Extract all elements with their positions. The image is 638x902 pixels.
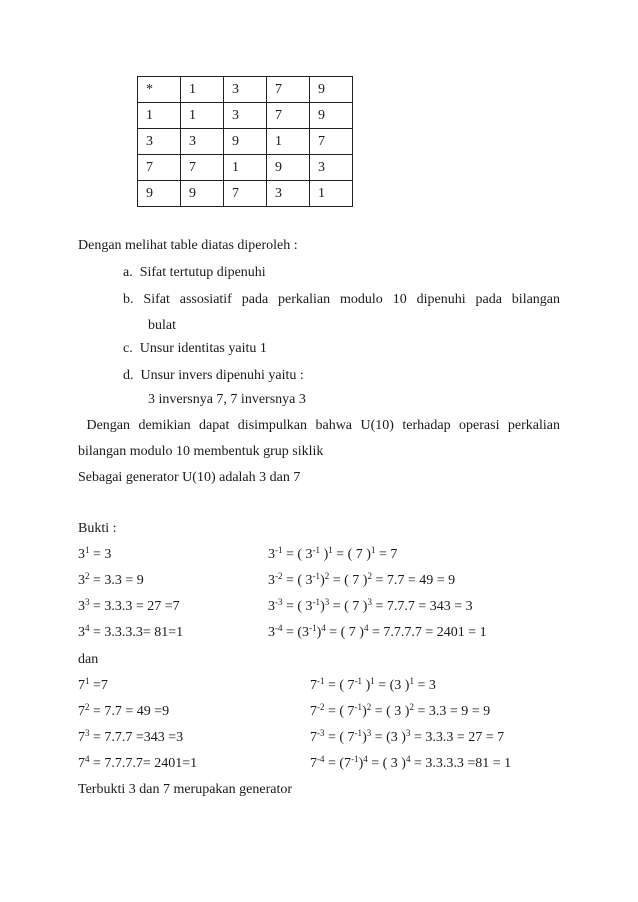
- expression-text: = ( 7: [324, 704, 355, 719]
- exponent: 2: [85, 702, 90, 712]
- exponent: 3: [405, 728, 411, 738]
- exponent: 4: [405, 754, 411, 764]
- generator-statement: Sebagai generator U(10) adalah 3 dan 7: [78, 470, 301, 485]
- expression-text: = 3.3.3 = 27 =7: [89, 599, 180, 614]
- table-cell: 3: [181, 129, 224, 155]
- dan-text: dan: [78, 652, 99, 667]
- expression-text: 3: [268, 625, 275, 640]
- table-cell: 7: [138, 155, 181, 181]
- expression-text: = 3.3.3.3 =81 = 1: [410, 756, 512, 771]
- exponent: 1: [370, 545, 376, 555]
- list-marker: a.: [123, 265, 133, 280]
- proof-line: [268, 547, 397, 563]
- exponent: 1: [328, 545, 333, 555]
- table-cell: 3: [224, 77, 267, 103]
- exponent: 3: [85, 728, 90, 738]
- expression-text: = ( 3: [282, 573, 313, 588]
- expression-text: 3: [78, 547, 85, 562]
- exponent: -2: [317, 702, 325, 712]
- expression-text: = ( 3 ): [371, 704, 410, 719]
- expression-text: = 7.7.7 =343 =3: [89, 730, 184, 745]
- table-row: [138, 155, 353, 181]
- exponent: 2: [367, 571, 372, 581]
- proof-line: [78, 704, 169, 720]
- list-text: Unsur invers dipenuhi yaitu :: [140, 368, 304, 383]
- proof-line: [268, 599, 473, 615]
- expression-text: ): [320, 599, 325, 614]
- expression-text: = 3.3.3 = 27 = 7: [410, 730, 505, 745]
- expression-text: = 3.3 = 9 = 9: [413, 704, 491, 719]
- expression-text: 7: [78, 756, 85, 771]
- exponent: -1: [312, 545, 321, 555]
- conclusion-line-2: bilangan modulo 10 membentuk grup siklik: [78, 444, 324, 459]
- expression-text: = 7: [375, 547, 398, 562]
- exponent: 4: [85, 754, 90, 764]
- list-marker: c.: [123, 341, 133, 356]
- final-statement: Terbukti 3 dan 7 merupakan generator: [78, 782, 292, 797]
- expression-text: = ( 7 ): [332, 547, 371, 562]
- list-text: Sifat assosiatif pada perkalian modulo 10 dipenuhi pada bilangan: [143, 292, 561, 307]
- list-item-a: [123, 265, 266, 281]
- exponent: 2: [324, 571, 330, 581]
- expression-text: 7: [310, 730, 317, 745]
- proof-line: [78, 573, 144, 589]
- proof-line: [78, 547, 111, 563]
- table-cell: 9: [181, 181, 224, 207]
- proof-line: [78, 678, 108, 694]
- list-marker: b.: [123, 292, 134, 307]
- exponent: 4: [363, 754, 368, 764]
- expression-text: = (3 ): [371, 730, 406, 745]
- exponent: -1: [354, 676, 363, 686]
- list-text: Unsur identitas yaitu 1: [139, 341, 267, 356]
- table-cell: 3: [310, 155, 353, 181]
- expression-text: ): [358, 756, 364, 771]
- exponent: -3: [275, 597, 283, 607]
- proof-line: [78, 756, 197, 772]
- table-cell: 7: [224, 181, 267, 207]
- expression-text: 7: [310, 704, 317, 719]
- proof-line: [310, 730, 504, 746]
- expression-text: = (7: [324, 756, 352, 771]
- table-row: [138, 103, 353, 129]
- exponent: 3: [367, 597, 372, 607]
- expression-text: = ( 7: [324, 730, 355, 745]
- expression-text: = (3 ): [374, 678, 410, 693]
- exponent: -2: [275, 571, 283, 581]
- proof-line: [78, 730, 183, 746]
- expression-text: 3: [268, 599, 275, 614]
- intro-text: Dengan melihat table diatas diperoleh :: [78, 238, 298, 253]
- exponent: 4: [85, 623, 90, 633]
- exponent: -4: [317, 754, 325, 764]
- list-item-d: [123, 368, 304, 384]
- exponent: -1: [354, 728, 363, 738]
- table-cell: 9: [310, 77, 353, 103]
- expression-text: = 7.7 = 49 = 9: [371, 573, 456, 588]
- expression-text: 3: [78, 599, 85, 614]
- exponent: 4: [321, 623, 326, 633]
- exponent: -1: [317, 676, 325, 686]
- expression-text: = ( 3: [282, 599, 313, 614]
- expression-text: 7: [78, 678, 85, 693]
- exponent: 3: [85, 597, 90, 607]
- bukti-heading: Bukti :: [78, 521, 117, 536]
- table-cell: 1: [267, 129, 310, 155]
- exponent: -1: [275, 545, 283, 555]
- exponent: -4: [275, 623, 283, 633]
- expression-text: = ( 7 ): [325, 625, 364, 640]
- table-cell: 3: [267, 181, 310, 207]
- expression-text: 3: [268, 547, 275, 562]
- table-row: [138, 129, 353, 155]
- expression-text: = ( 3: [282, 547, 313, 562]
- expression-text: =7: [89, 678, 108, 693]
- proof-line: [78, 625, 183, 641]
- proof-line: [78, 599, 180, 615]
- exponent: 1: [85, 676, 90, 686]
- expression-text: ): [362, 704, 367, 719]
- expression-text: = ( 3 ): [367, 756, 406, 771]
- expression-text: = 3: [89, 547, 112, 562]
- expression-text: = 3.3 = 9: [89, 573, 144, 588]
- expression-text: 7: [78, 704, 85, 719]
- table-cell: *: [138, 77, 181, 103]
- exponent: -1: [312, 597, 321, 607]
- proof-line: [310, 678, 436, 694]
- expression-text: = 3.3.3.3= 81=1: [89, 625, 184, 640]
- expression-text: ): [362, 678, 371, 693]
- list-item-b-cont: bulat: [148, 318, 176, 333]
- exponent: -1: [309, 623, 317, 633]
- cayley-table: [137, 76, 353, 207]
- expression-text: 7: [310, 756, 317, 771]
- expression-text: 3: [268, 573, 275, 588]
- exponent: 1: [409, 676, 414, 686]
- table-cell: 7: [267, 103, 310, 129]
- expression-text: = 7.7.7.7 = 2401 = 1: [368, 625, 487, 640]
- exponent: 1: [85, 545, 90, 555]
- expression-text: = ( 7: [324, 678, 355, 693]
- expression-text: = 3: [413, 678, 436, 693]
- expression-text: = 7.7.7.7= 2401=1: [89, 756, 198, 771]
- list-item-c: [123, 341, 267, 357]
- expression-text: = 7.7 = 49 =9: [89, 704, 170, 719]
- list-item-b: [123, 292, 560, 308]
- list-text: Sifat tertutup dipenuhi: [139, 265, 266, 280]
- table-cell: 3: [224, 103, 267, 129]
- exponent: -1: [351, 754, 359, 764]
- exponent: 1: [370, 676, 375, 686]
- table-row: [138, 77, 353, 103]
- exponent: 4: [363, 623, 369, 633]
- table-cell: 9: [310, 103, 353, 129]
- table-cell: 1: [310, 181, 353, 207]
- table-cell: 1: [224, 155, 267, 181]
- proof-line: [310, 704, 490, 720]
- exponent: 2: [409, 702, 414, 712]
- table-row: [138, 181, 353, 207]
- table-cell: 1: [181, 103, 224, 129]
- expression-text: = ( 7 ): [329, 573, 368, 588]
- proof-line: [268, 625, 487, 641]
- exponent: 2: [85, 571, 90, 581]
- list-item-d-cont: 3 inversnya 7, 7 inversnya 3: [148, 392, 306, 407]
- proof-line: [268, 573, 455, 589]
- table-cell: 3: [138, 129, 181, 155]
- expression-text: ): [320, 573, 325, 588]
- expression-text: = 7.7.7 = 343 = 3: [371, 599, 473, 614]
- proof-line: [310, 756, 511, 772]
- expression-text: = (3: [282, 625, 310, 640]
- table-cell: 7: [267, 77, 310, 103]
- expression-text: ): [320, 547, 329, 562]
- expression-text: 7: [310, 678, 317, 693]
- table-cell: 1: [181, 77, 224, 103]
- expression-text: 3: [78, 625, 85, 640]
- table-cell: 9: [224, 129, 267, 155]
- exponent: -1: [312, 571, 321, 581]
- exponent: -1: [354, 702, 363, 712]
- table-cell: 7: [181, 155, 224, 181]
- table-cell: 9: [138, 181, 181, 207]
- expression-text: ): [362, 730, 367, 745]
- expression-text: = ( 7 ): [329, 599, 368, 614]
- exponent: 3: [324, 597, 330, 607]
- exponent: -3: [317, 728, 325, 738]
- exponent: 3: [366, 728, 372, 738]
- expression-text: 7: [78, 730, 85, 745]
- expression-text: ): [316, 625, 322, 640]
- conclusion-line-1: Dengan demikian dapat disimpulkan bahwa U(10) terhadap operasi perkalian: [78, 418, 560, 433]
- table-cell: 9: [267, 155, 310, 181]
- list-marker: d.: [123, 368, 134, 383]
- exponent: 2: [366, 702, 372, 712]
- table-cell: 7: [310, 129, 353, 155]
- table-cell: 1: [138, 103, 181, 129]
- expression-text: 3: [78, 573, 85, 588]
